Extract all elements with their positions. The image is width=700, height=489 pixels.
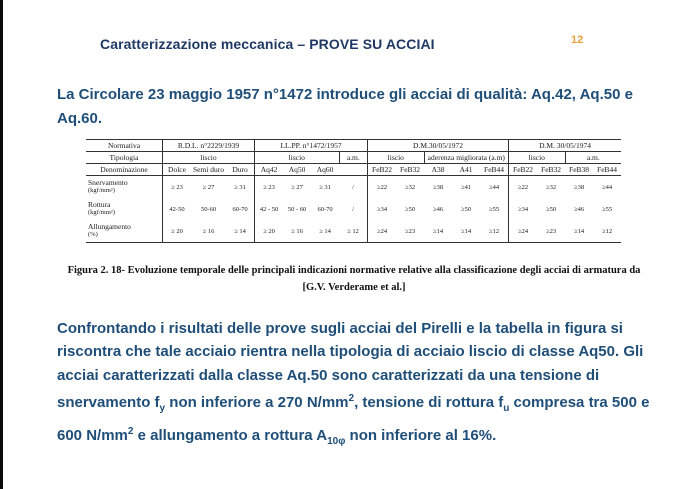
data-row-name: Rottura [88, 200, 111, 209]
table-cell: ≥14 [433, 227, 444, 235]
data-row-unit: (kgf/mm²) [88, 209, 115, 216]
normative-table-figure [86, 139, 621, 243]
text-segment: u [503, 402, 510, 414]
data-row-unit: (%) [88, 231, 98, 238]
left-edge-bar [0, 0, 3, 489]
table-cell: / [352, 183, 354, 191]
table-cell: 50 - 60 [287, 205, 307, 213]
table-cell: ≥ 31 [319, 183, 331, 191]
table-cell: ≥ 14 [319, 227, 331, 235]
table-row-denominazione [86, 164, 621, 176]
table-cell: ≥22 [509, 176, 538, 199]
table-cell: ≥22 [368, 176, 397, 199]
text-segment: non inferiore a 270 N/mm [165, 393, 349, 411]
data-row-label [86, 198, 163, 220]
denominazione-cell: FeB32 [537, 164, 565, 176]
table-cell: ≥55 [489, 205, 500, 213]
row-label-denominazione: Denominazione [86, 164, 163, 176]
denominazione-cell: FeB44 [480, 164, 509, 176]
denominazione-cell: FeB22 [509, 164, 538, 176]
denominazione-cell [339, 164, 368, 176]
denominazione-cell: Aq60 [311, 164, 339, 176]
table-cell: / [352, 205, 354, 213]
table-cell: 42-50 [163, 198, 192, 220]
data-row-name: Allungamento [88, 222, 131, 231]
table-cell: ≥ 27 [291, 183, 303, 191]
table-row-normativa [86, 140, 621, 152]
table-cell: ≥34 [368, 198, 397, 220]
table-cell: 42 - 50 [255, 198, 284, 220]
table-cell: ≥24 [509, 220, 538, 243]
table-cell: ≥ 23 [163, 176, 192, 199]
normativa-group-header: LL.PP. n°1472/1957 [255, 140, 368, 152]
table-cell: ≥23 [405, 227, 416, 235]
table-cell: ≥ 16 [202, 227, 215, 235]
table-cell: ≥14 [574, 227, 585, 235]
table-cell: ≥44 [489, 183, 500, 191]
tipologia-cell: liscio [509, 152, 566, 164]
table-row-tipologia [86, 152, 621, 164]
body-paragraph [57, 317, 669, 453]
slide-title: Caratterizzazione meccanica – PROVE SU ACCIAI [100, 36, 435, 52]
table-cell: ≥50 [461, 205, 472, 213]
table-cell: ≥14 [461, 227, 472, 235]
normative-table [86, 139, 621, 243]
table-cell: ≥ 31 [234, 183, 246, 191]
table-row [86, 198, 621, 220]
normativa-group-header: D.M.30/05/1972 [368, 140, 509, 152]
data-row-unit: (kgf/mm²) [88, 187, 115, 194]
table-cell: ≥32 [405, 183, 416, 191]
table-cell: ≥38 [433, 183, 444, 191]
denominazione-cell: FeB32 [396, 164, 424, 176]
table-cell: ≥ 20 [163, 220, 192, 243]
data-row-label [86, 176, 163, 199]
tipologia-cell: a.m. [565, 152, 621, 164]
text-segment: Confrontando i risultati delle prove sugli acciai del Pirelli e la tabella in figura si riscontra che tale acciaio rientra nella tipologia di acciaio liscio di classe Aq50. Gli acciai caratterizzati dalla classe Aq.50 sono caratterizzati da una tensione di snervamento f [57, 320, 644, 411]
text-segment: compresa tra 500 e 600 N/mm [57, 393, 650, 445]
denominazione-cell: Aq42 [255, 164, 284, 176]
denominazione-cell: A38 [424, 164, 452, 176]
table-cell: ≥50 [405, 205, 416, 213]
table-cell: ≥44 [602, 183, 613, 191]
table-cell: ≥12 [489, 227, 500, 235]
table-row [86, 176, 621, 199]
text-segment: non inferiore al 16%. [345, 427, 497, 445]
denominazione-cell: FeB22 [368, 164, 397, 176]
table-cell: ≥ 16 [291, 227, 303, 235]
tipologia-cell: liscio [368, 152, 425, 164]
table-cell: 60-70 [232, 205, 248, 213]
table-cell: ≥46 [433, 205, 444, 213]
table-cell: ≥32 [546, 183, 557, 191]
normativa-group-header: R.D.L. n°2229/1939 [163, 140, 255, 152]
data-row-label [86, 220, 163, 243]
tipologia-cell: aderenza migliorata (a.m) [424, 152, 509, 164]
text-segment: 2 [348, 392, 355, 404]
table-cell: ≥55 [602, 205, 613, 213]
table-cell: ≥ 14 [234, 227, 246, 235]
table-cell: ≥ 27 [202, 183, 215, 191]
table-cell: ≥12 [602, 227, 613, 235]
page-number: 12 [571, 34, 584, 46]
table-row [86, 220, 621, 243]
denominazione-cell: Semi duro [193, 165, 225, 174]
intro-paragraph: La Circolare 23 maggio 1957 n°1472 introduce gli acciai di qualità: Aq.42, Aq.50 e Aq.60. [57, 86, 633, 127]
text-segment: 10φ [327, 436, 346, 448]
table-cell: ≥ 20 [255, 220, 284, 243]
table-cell: ≥ 12 [347, 227, 359, 235]
denominazione-cell: Duro [226, 164, 255, 176]
denominazione-cell: FeB44 [593, 164, 621, 176]
table-cell: ≥34 [509, 198, 538, 220]
text-segment: 2 [127, 426, 134, 438]
table-cell: ≥24 [368, 220, 397, 243]
row-label-normativa: Normativa [86, 140, 163, 152]
table-cell: 60-70 [317, 205, 333, 213]
denominazione-cell: A41 [452, 164, 480, 176]
data-row-name: Snervamento [88, 178, 128, 187]
table-cell: ≥ 23 [255, 176, 284, 199]
table-cell: ≥38 [574, 183, 585, 191]
tipologia-cell: a.m. [339, 152, 368, 164]
table-cell: ≥41 [461, 183, 472, 191]
denominazione-cell: Dolce [163, 164, 192, 176]
text-segment: , tensione di rottura f [354, 393, 504, 411]
table-cell: ≥50 [546, 205, 557, 213]
text-segment: e allungamento a rottura A [133, 427, 328, 445]
text-segment: y [159, 402, 166, 414]
normativa-group-header: D.M. 30/05/1974 [509, 140, 622, 152]
row-label-tipologia: Tipologia [86, 152, 163, 164]
figure-caption: Figura 2. 18- Evoluzione temporale delle principali indicazioni normative relative alla classificazione degli acciai di armatura da [G.V. Verderame et al.] [67, 265, 641, 293]
denominazione-cell: FeB38 [565, 164, 593, 176]
denominazione-cell: Aq50 [283, 164, 311, 176]
table-cell: ≥23 [546, 227, 557, 235]
tipologia-cell: liscio [255, 152, 340, 164]
tipologia-cell: liscio [163, 152, 255, 164]
table-cell: ≥46 [574, 205, 585, 213]
table-cell: 50-60 [200, 205, 217, 213]
